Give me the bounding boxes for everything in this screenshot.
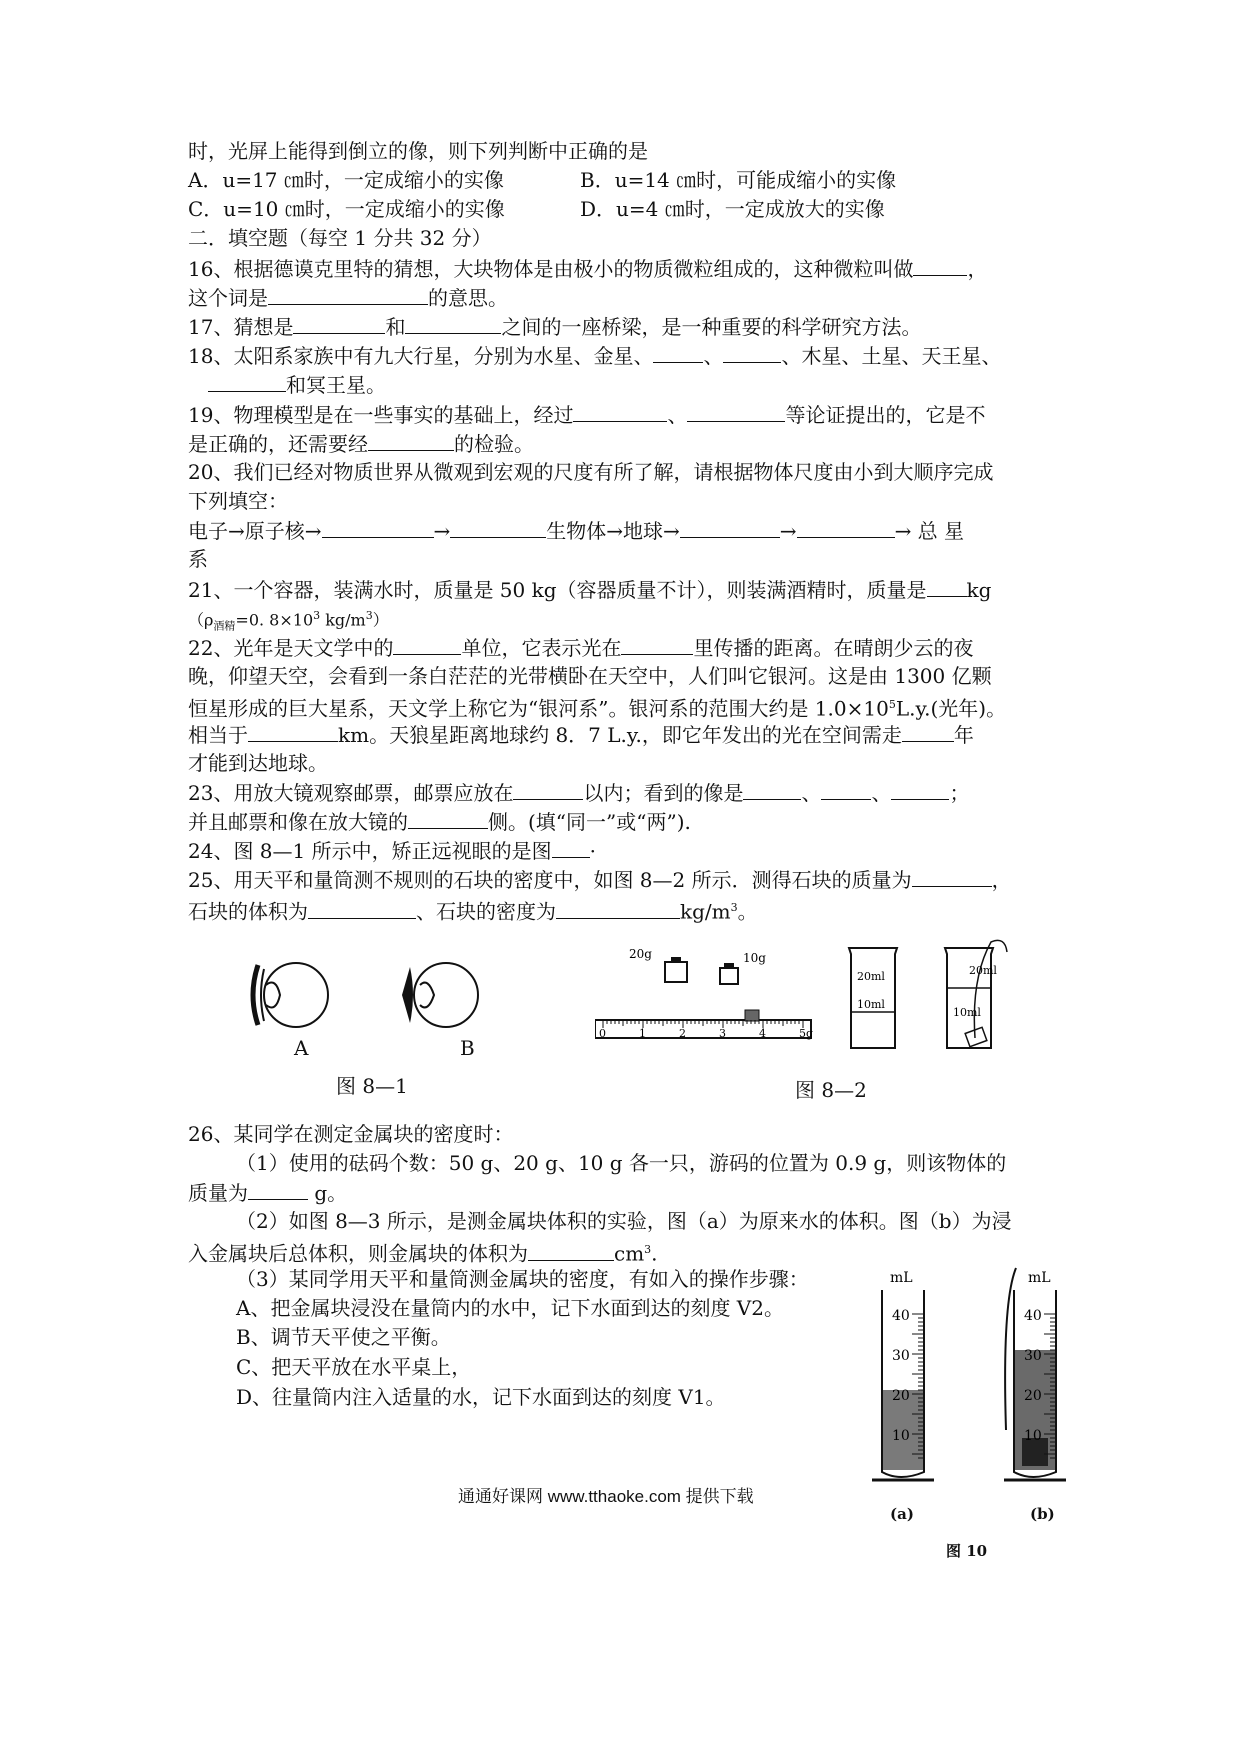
q26-blank2[interactable]: [528, 1240, 614, 1261]
q22-blank2[interactable]: [621, 634, 693, 655]
figure-10-caption: 图 10: [946, 1542, 988, 1560]
q17: 17、猜想是 和 之间的一座桥梁，是一种重要的科学研究方法。: [188, 315, 922, 339]
cylinder-a-unit: mL: [890, 1270, 913, 1286]
q26-step-b: B、调节天平使之平衡。: [236, 1325, 451, 1349]
q20-line2: 下列填空：: [188, 489, 288, 513]
q16-blank2[interactable]: [268, 284, 428, 305]
q18-line2: 和冥王星。: [188, 371, 386, 398]
q23-blank4[interactable]: [891, 779, 949, 800]
q25-blank1[interactable]: [912, 866, 992, 887]
q21-line1: 21、一个容器，装满水时，质量是 50 kg（容器质量不计），则装满酒精时，质量是 kg: [188, 578, 992, 602]
q20-blank3[interactable]: [680, 517, 780, 538]
q18-blank1[interactable]: [653, 342, 703, 363]
ruler-tick-label: 0: [599, 1027, 606, 1040]
ruler-tick-label: 1: [639, 1027, 646, 1040]
footer: 通通好课网 www.tthaoke.com 提供下载: [458, 1487, 754, 1506]
cylinder-b-tick-10: 10: [1024, 1428, 1042, 1444]
cylinder-b: [1004, 1268, 1066, 1480]
ruler-tick-label: 3: [719, 1027, 726, 1040]
q26-step-a: A、把金属块浸没在量筒内的水中，记下水面到达的刻度 V2。: [236, 1296, 784, 1320]
cylinder-b-tick-40: 40: [1024, 1308, 1042, 1324]
cylinder1-10ml: 10ml: [857, 998, 885, 1011]
q16-line1: 16、根据德谟克里特的猜想，大块物体是由极小的物质微粒组成的，这种微粒叫做 ，: [188, 257, 988, 281]
q22-line4: 相当于 km。天狼星距离地球约 8．7 L.y.，即它年发出的光在空间需走 年: [188, 723, 974, 747]
q20-blank2[interactable]: [450, 517, 546, 538]
q26-blank1[interactable]: [248, 1179, 308, 1200]
q19-blank2[interactable]: [687, 401, 785, 422]
q16-line2: 这个词是 的意思。: [188, 286, 508, 310]
q15-option-a: A．u=17 ㎝时，一定成缩小的实像: [188, 168, 504, 192]
figure-8-1-caption: 图 8—1: [336, 1074, 408, 1098]
cylinder2-10ml: 10ml: [953, 1006, 981, 1019]
q22-blank4[interactable]: [902, 721, 954, 742]
q25-line1: 25、用天平和量筒测不规则的石块的密度中，如图 8—2 所示．测得石块的质量为 ，: [188, 868, 1012, 892]
q26-p2-line2: 入金属块后总体积，则金属块的体积为 $cm^3$.: [188, 1241, 658, 1266]
cylinder1-20ml: 20ml: [857, 970, 885, 983]
q15-option-b: B．u=14 ㎝时，可能成缩小的实像: [580, 168, 897, 192]
q23-line2: 并且邮票和像在放大镜的 侧。(填“同一”或“两”).: [188, 810, 691, 834]
figure-10-label-a: (a): [890, 1505, 914, 1523]
weight-20g: [629, 947, 687, 982]
section-title: 二．填空题（每空 1 分共 32 分）: [188, 226, 492, 250]
q18-blank2[interactable]: [723, 342, 781, 363]
q19-line2: 是正确的，还需要经 的检验。: [188, 432, 534, 456]
q26-step-d: D、往量筒内注入适量的水，记下水面到达的刻度 V1。: [236, 1385, 726, 1409]
figure-8-1-label-a: A: [294, 1036, 309, 1060]
q20-line1: 20、我们已经对物质世界从微观到宏观的尺度有所了解，请根据物体尺度由小到大顺序完成: [188, 460, 994, 484]
q22-line5: 才能到达地球。: [188, 751, 328, 775]
q18-blank3[interactable]: [208, 371, 286, 392]
cylinder-a-tick-20: 20: [892, 1388, 910, 1404]
q25-blank3[interactable]: [556, 898, 680, 919]
figure-10: [850, 1262, 1082, 1494]
q26-title: 26、某同学在测定金属块的密度时：: [188, 1122, 514, 1146]
q26-step-c: C、把天平放在水平桌上，: [236, 1355, 472, 1379]
figure-8-1-label-b: B: [460, 1036, 475, 1060]
figure-8-2: [595, 938, 1065, 1058]
cylinder-a-tick-40: 40: [892, 1308, 910, 1324]
q23-blank2[interactable]: [743, 779, 801, 800]
cylinder-a-tick-10: 10: [892, 1428, 910, 1444]
q18-line1: 18、太阳系家族中有九大行星，分别为水星、金星、 、 、木星、土星、天王星、: [188, 344, 1002, 368]
q25-blank2[interactable]: [308, 898, 416, 919]
weight-20g-label: 20g: [629, 947, 652, 961]
q20-blank1[interactable]: [322, 517, 434, 538]
weight-10g: [720, 951, 766, 984]
q15-stem: 时，光屏上能得到倒立的像，则下列判断中正确的是: [188, 139, 648, 163]
q26-p1-line1: （1）使用的砝码个数：50 g、20 g、10 g 各一只，游码的位置为 0.9 g，则该物体的: [236, 1151, 1007, 1175]
ruler-tick-label: 4: [759, 1027, 766, 1040]
q26-p2-line1: （2）如图 8—3 所示，是测金属块体积的实验，图（a）为原来水的体积。图（b）为浸: [236, 1209, 1012, 1233]
q21-line2: （$\rho_{酒精}=0$. $8\times 10^3$ $kg/m^3$）: [188, 609, 389, 633]
q17-blank2[interactable]: [405, 313, 501, 334]
figure-8-2-caption: 图 8—2: [795, 1078, 867, 1102]
cylinder-b-tick-30: 30: [1024, 1348, 1042, 1364]
q19-line1: 19、物理模型是在一些事实的基础上，经过 、 等论证提出的，它是不: [188, 403, 986, 427]
ruler-tick-label: 2: [679, 1027, 686, 1040]
q24: 24、图 8—1 所示中，矫正远视眼的是图 ·: [188, 839, 596, 863]
cylinder-b-unit: mL: [1028, 1270, 1051, 1286]
cylinder-a: [872, 1270, 934, 1480]
cylinder-b-tick-20: 20: [1024, 1388, 1042, 1404]
q15-option-d: D．u=4 ㎝时，一定成放大的实像: [580, 197, 885, 221]
q20-blank4[interactable]: [797, 517, 895, 538]
q22-line3: 恒星形成的巨大星系，天文学上称它为“银河系”。银河系的范围大约是 $1.0\times 10^5L.y$.(光年)。: [188, 696, 1007, 721]
q25-line2: 石块的体积为 、石块的密度为 $kg/m^3$。: [188, 899, 758, 924]
q16-blank1[interactable]: [913, 255, 967, 276]
q15-option-c: C．u=10 ㎝时，一定成缩小的实像: [188, 197, 505, 221]
cylinder-after: [945, 940, 1007, 1048]
eye-a-diagram: [253, 963, 328, 1027]
q20-line4: 系: [188, 547, 208, 571]
q26-p3: （3）某同学用天平和量筒测金属块的密度，有如入的操作步骤：: [236, 1267, 809, 1291]
q24-blank[interactable]: [552, 837, 590, 858]
q20-line3: 电子→原子核→ → 生物体→地球→ → → 总 星: [188, 519, 965, 543]
q23-blank5[interactable]: [408, 808, 488, 829]
q22-line1: 22、光年是天文学中的 单位，它表示光在 里传播的距离。在晴朗少云的夜: [188, 636, 974, 660]
q23-line1: 23、用放大镜观察邮票，邮票应放在 以内；看到的像是 、 、 ；: [188, 781, 970, 805]
cylinder-a-tick-30: 30: [892, 1348, 910, 1364]
q17-blank1[interactable]: [293, 313, 385, 334]
q22-blank3[interactable]: [248, 721, 338, 742]
ruler-tick-label: 5g: [799, 1027, 814, 1040]
q22-line2: 晚，仰望天空，会看到一条白茫茫的光带横卧在天空中，人们叫它银河。这是由 1300 亿颗: [188, 664, 992, 688]
cylinder-before: [849, 948, 897, 1048]
q26-p1-line2: 质量为 g。: [188, 1181, 348, 1205]
cylinder2-20ml: 20ml: [969, 964, 997, 977]
eye-b-diagram: [402, 963, 478, 1027]
weight-10g-label: 10g: [743, 951, 766, 965]
q23-blank3[interactable]: [821, 779, 871, 800]
q22-blank1[interactable]: [393, 634, 461, 655]
q21-blank[interactable]: [927, 576, 967, 597]
figure-8-1: [230, 955, 510, 1035]
q19-blank3[interactable]: [368, 430, 454, 451]
balance-beam-scale: [595, 1010, 813, 1040]
q23-blank1[interactable]: [513, 779, 583, 800]
figure-10-label-b: (b): [1030, 1505, 1055, 1523]
q19-blank1[interactable]: [573, 401, 667, 422]
